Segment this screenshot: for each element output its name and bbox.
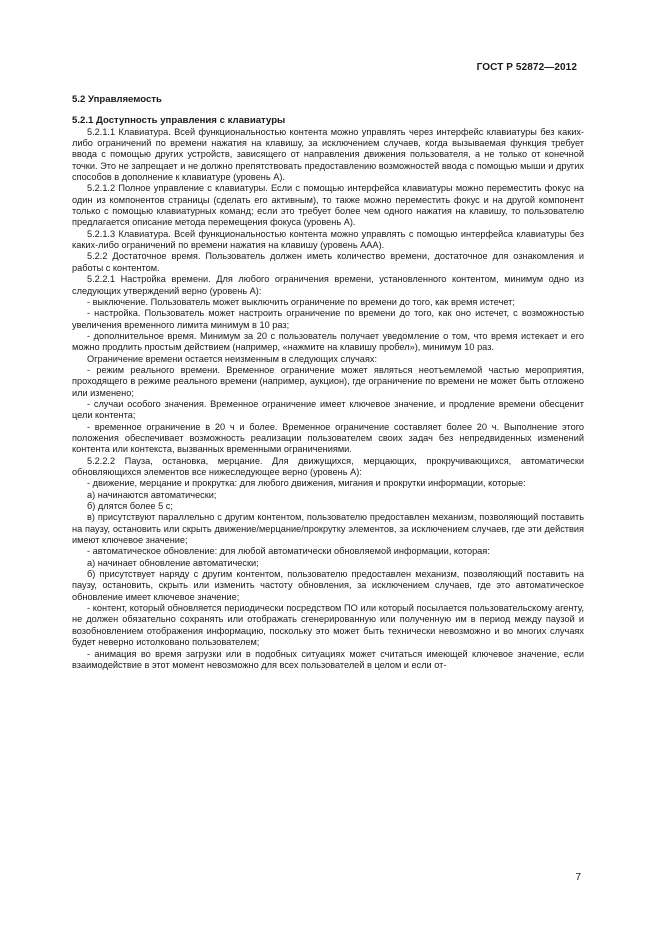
list-item: - настройка. Пользователь может настроить ограничение по времени до того, как оно истечет, с возможностью увеличения временного лимита минимум в 10 раз; (72, 308, 584, 330)
section-title: 5.2 Управляемость (72, 94, 162, 105)
paragraph: 5.2.1.3 Клавиатура. Всей функциональностью контента можно управлять с помощью интерфейса клавиатуры без каких-либо ограничений по времени нажатия на клавишу (уровень AAA). (72, 228, 584, 251)
list-item: - контент, который обновляется периодически посредством ПО или который посылается пользовательскому агенту, не должен обязательно сохранять или отображать сгенерированную или полученную им в период между паузой и возобновлением отображения информацию, поскольку это может быть технически невозможно и во многих случаях будет неверно истолковано пользователем; (72, 603, 584, 648)
subsection-title: 5.2.1 Доступность управления с клавиатуры (72, 115, 286, 127)
list-item: - выключение. Пользователь может выключить ограничение по времени до того, как время истечет; (87, 296, 515, 307)
list-item: - временное ограничение в 20 ч и более. Временное ограничение составляет более 20 ч. Выполнение этого положения обеспечивает возможность реализации пользователем своих задач без непредвиденных изменений контента или контекста, вызванных временными ограничениями. (72, 421, 584, 455)
paragraph: Ограничение времени остается неизменным в следующих случаях: (87, 353, 378, 364)
list-item: а) начинаются автоматически; (87, 489, 217, 500)
list-item: - режим реального времени. Временное ограничение может являться неотъемлемой частью мероприятия, проходящего в режиме реального времени (например, аукцион), где ограничение по времени не может быть отложено или изменено; (72, 364, 584, 398)
paragraph: 5.2.2 Достаточное время. Пользователь должен иметь количество времени, достаточное для ознакомления и работы с контентом. (72, 251, 584, 273)
paragraph: 5.2.1.2 Полное управление с клавиатуры. Если с помощью интерфейса клавиатуры можно переместить фокус на один из компонентов страницы (сделать его активным), то также можно переместить фокус и на другой компонент только с помощью клавиатурных команд; если это требует более чем одного нажатия на клавишу, то пользователю предлагается описание метода перемещения фокуса (уровень А). (72, 183, 584, 228)
section-gap (72, 105, 584, 115)
paragraph: 5.2.1.1 Клавиатура. Всей функциональностью контента можно управлять через интерфейс клавиатуры без каких-либо ограничений по времени нажатия на клавишу, за исключением случаев, когда вызываемая функция требует ввода с помощью других устройств, зависящего от направления движения пользователя, а не только от конечной точки. Это не запрещает и не должно препятствовать предоставлению возможностей ввода с помощью мыши и других способов в дополнение к клавиатуре (уровень А). (72, 126, 584, 183)
paragraph: 5.2.2.1 Настройка времени. Для любого ограничения времени, установленного контентом, минимум одно из следующих утверждений верно (уровень А): (72, 274, 584, 296)
list-item: - анимация во время загрузки или в подобных ситуациях может считаться имеющей ключевое значение, если взаимодействие в этот момент невозможно для всех пользователей в целом и если от- (72, 648, 584, 670)
page-number: 7 (575, 872, 581, 883)
document-code: ГОСТ Р 52872—2012 (476, 62, 577, 73)
page-content (72, 92, 584, 671)
paragraph: 5.2.2.2 Пауза, остановка, мерцание. Для движущихся, мерцающих, прокручивающихся, автоматически обновляющихся элементов все нижеследующее верно (уровень А): (72, 455, 584, 477)
list-item: б) длятся более 5 с; (87, 501, 173, 512)
list-item: - автоматическое обновление: для любой автоматически обновляемой информации, которая: (87, 546, 490, 557)
list-item: - дополнительное время. Минимум за 20 с пользователь получает уведомление о том, что время истекает и его можно продлить простым действием (например, «нажмите на клавишу пробел»), минимум 10 раз. (72, 330, 584, 353)
list-item: - случаи особого значения. Временное ограничение имеет ключевое значение, и продление времени обесценит цели контента; (72, 398, 584, 421)
list-item: - движение, мерцание и прокрутка: для любого движения, мигания и прокрутки информации, которые: (87, 478, 526, 489)
list-item: б) присутствует наряду с другим контентом, пользователю предоставлен механизм, позволяющий поставить на паузу, остановить, скрыть или изменить частоту обновления, за исключением случаев, где это автоматическое обновление имеет ключевое значение; (72, 569, 584, 602)
list-item: в) присутствуют параллельно с другим контентом, пользователю предоставлен механизм, позволяющий поставить на паузу, остановить или скрыть движение/мерцание/прокрутку элементов, за исключением случаев, где эти действия имеют ключевое значение; (72, 512, 584, 546)
list-item: а) начинает обновление автоматически; (87, 557, 259, 568)
